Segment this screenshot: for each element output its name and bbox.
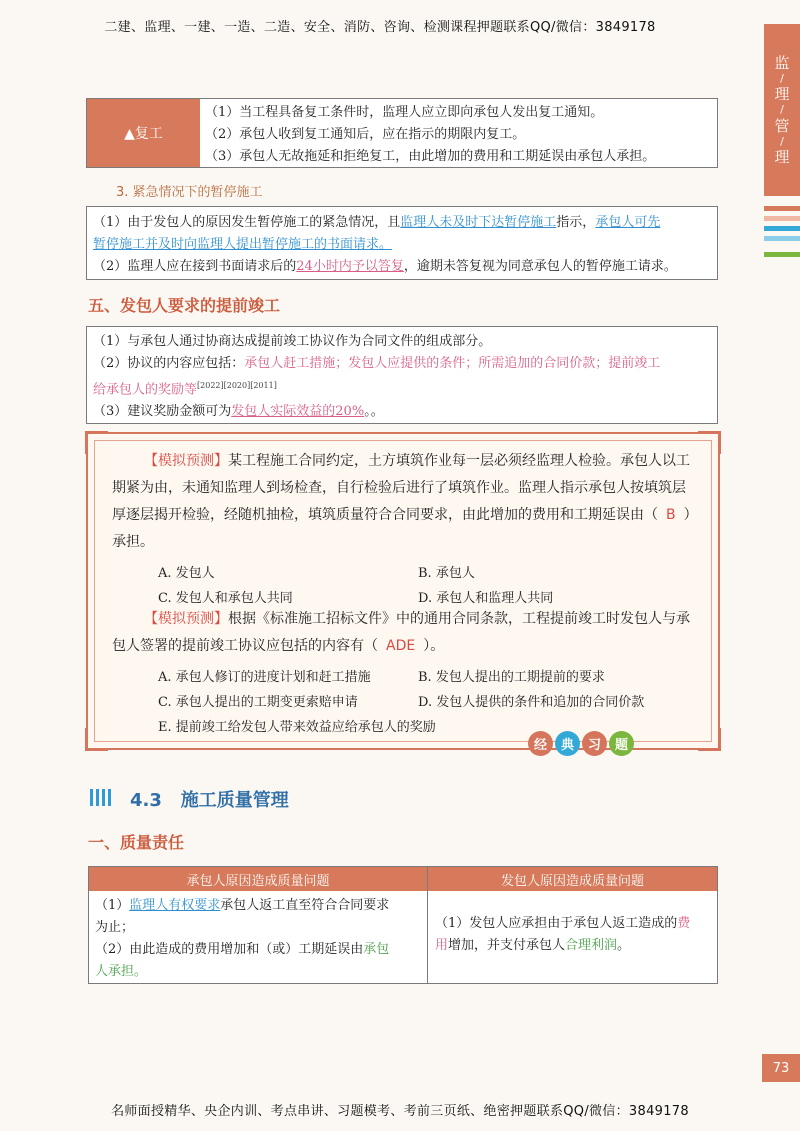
resume-line: （2）承包人收到复工通知后，应在指示的期限内复工。: [205, 127, 526, 142]
q1-line-2: 期紧为由，未通知监理人到场检查，自行检验后进行了填筑作业。监理人指示承包人按填筑层: [112, 480, 686, 496]
side-tab-char: 理: [774, 147, 790, 166]
side-stripe: [764, 226, 800, 231]
early-line-3: [93, 375, 660, 401]
highlight-text: 给承包人的奖励等: [93, 382, 198, 398]
text-span: （2）由此造成的费用增加和（或）工期延误由: [95, 942, 364, 957]
highlight-text: 发包人实际效益的20%: [231, 404, 365, 420]
highlight-text: 监理人未及时下达暂停施工: [400, 215, 557, 230]
side-stripe: [764, 216, 800, 221]
text-span: 增加，并支付承包人: [448, 938, 566, 953]
answer-text: ADE: [386, 638, 416, 654]
text-span: 承包人返工直至符合合同要求: [220, 898, 390, 913]
chapter-side-tab: [764, 24, 800, 196]
exam-year-tag: [2022][2020][2011]: [197, 381, 277, 390]
q1-line-1: [144, 448, 690, 475]
side-stripe: [764, 252, 800, 257]
q2-option: A. 承包人修订的进度计划和赶工措施: [158, 670, 371, 685]
early-line-2: [93, 353, 660, 375]
text-span: 包人签署的提前竣工协议应包括的内容有（: [112, 638, 378, 654]
text-span: ，逾期未答复视为同意承包人的暂停施工请求。: [403, 259, 677, 274]
side-stripe: [764, 206, 800, 211]
table-header: 发包人原因造成质量问题: [428, 867, 717, 891]
text-span: 厚逐层揭开检验，经随机抽检，填筑质量符合合同要求，由此增加的费用和工期延误由（: [112, 507, 658, 523]
resume-box: [86, 98, 718, 168]
cell-line: [435, 935, 690, 957]
q2-option: D. 发包人提供的条件和追加的合同价款: [418, 695, 645, 710]
highlight-text: 监理人有权要求: [129, 898, 221, 913]
section-title-text: 施工质量管理: [180, 790, 289, 811]
text-span: （3）建议奖励金额可为: [93, 404, 232, 420]
resume-line: （3）承包人无故拖延和拒绝复工，由此增加的费用和工期延误由承包人承担。: [205, 149, 656, 164]
question-tag: 【模拟预测】: [144, 453, 228, 469]
exercise-frame: [86, 432, 720, 750]
side-tab-separator: /: [780, 72, 784, 86]
text-span: 根据《标准施工招标文件》中的通用合同条款，工程提前竣工时发包人与承: [228, 611, 690, 627]
table-divider: [427, 867, 428, 983]
page-number: 73: [762, 1054, 800, 1082]
side-tab-separator: /: [780, 134, 784, 148]
page-footer: 名师面授精华、央企内训、考点串讲、习题模考、考前三页纸、绝密押题联系QQ/微信：3849178: [111, 1104, 689, 1119]
classic-exercise-badge: [528, 731, 634, 756]
q2-option: C. 承包人提出的工期变更索赔申请: [158, 695, 358, 710]
q2-line-2: [112, 633, 444, 660]
text-span: （1）由于发包人的原因发生暂停施工的紧急情况，且: [93, 215, 401, 230]
section-bars-icon: [90, 789, 111, 806]
emergency-box: [86, 206, 718, 280]
q1-option: B. 承包人: [418, 566, 475, 581]
early-completion-box: [86, 326, 718, 424]
text-span: 。。: [364, 404, 384, 420]
q1-line-3: [112, 502, 698, 529]
table-header: 承包人原因造成质量问题: [89, 867, 427, 891]
cell-line: 人承担。: [95, 964, 148, 979]
text-span: ）: [683, 507, 698, 523]
q1-option: A. 发包人: [158, 566, 215, 581]
cell-line: 为止；: [95, 920, 135, 935]
frame-corner: [698, 431, 721, 454]
text-span: （1）: [95, 898, 130, 913]
frame-corner: [698, 728, 721, 751]
text-span: 指示，: [556, 215, 596, 230]
q1-option: D. 承包人和监理人共同: [418, 591, 554, 606]
badge-char: 习: [582, 731, 607, 756]
cell-line: [435, 913, 690, 935]
table-cell-right: [435, 913, 690, 957]
text-span: （1）发包人应承担由于承包人返工造成的: [435, 916, 678, 931]
highlight-text: 承包人赶工措施；发包人应提供的条件；所需追加的合同价款；提前竣工: [244, 356, 661, 371]
highlight-text: 用: [435, 938, 449, 953]
q2-option: E. 提前竣工给发包人带来效益应给承包人的奖励: [158, 720, 436, 735]
side-tab-separator: /: [780, 103, 784, 117]
page-header: 二建、监理、一建、一造、二造、安全、消防、咨询、检测课程押题联系QQ/微信：3849178: [104, 20, 656, 35]
side-tab-char: 管: [774, 116, 790, 135]
side-tab-char: 监: [774, 54, 790, 73]
highlight-text: 承包: [363, 942, 390, 957]
q2-line-1: [144, 606, 690, 633]
text-span: 某工程施工合同约定，土方填筑作业每一层必须经监理人检验。承包人以工: [228, 453, 690, 469]
section-title: [130, 786, 289, 812]
early-completion-heading: 五、发包人要求的提前竣工: [88, 296, 281, 315]
resume-line: （1）当工程具备复工条件时，监理人应立即向承包人发出复工通知。: [205, 105, 604, 120]
text-span: 。: [617, 938, 631, 953]
text-span: （2）监理人应在接到书面请求后的: [93, 259, 297, 274]
highlight-text: 费: [677, 916, 691, 931]
resume-label: ▲复工: [87, 99, 200, 167]
q2-option: B. 发包人提出的工期提前的要求: [418, 670, 605, 685]
table-cell-left: [95, 895, 389, 983]
highlight-text: 合理利润: [565, 938, 618, 953]
early-line-4: [93, 401, 660, 423]
question-tag: 【模拟预测】: [144, 611, 228, 627]
side-tab-char: 理: [774, 85, 790, 104]
early-line-1: （1）与承包人通过协商达成提前竣工协议作为合同文件的组成部分。: [93, 334, 492, 349]
q1-line-4: 承担。: [112, 534, 154, 550]
emergency-heading: 3. 紧急情况下的暂停施工: [116, 185, 263, 200]
emergency-line-2: 暂停施工并及时向监理人提出暂停施工的书面请求。: [93, 237, 393, 252]
badge-char: 典: [555, 731, 580, 756]
emergency-line-3: [93, 256, 677, 278]
answer-text: B: [666, 507, 676, 523]
side-stripe: [764, 236, 800, 241]
cell-line: [95, 939, 389, 961]
highlight-text: 承包人可先: [595, 215, 661, 230]
text-span: ）。: [423, 638, 445, 654]
section-number: 4.3: [130, 790, 162, 811]
quality-table: [88, 866, 718, 984]
quality-heading: 一、质量责任: [88, 833, 185, 852]
cell-line: [95, 895, 389, 917]
badge-char: 题: [609, 731, 634, 756]
q1-option: C. 发包人和承包人共同: [158, 591, 293, 606]
highlight-text: 24小时内予以答复: [296, 259, 404, 274]
text-span: （2）协议的内容应包括：: [93, 356, 245, 371]
frame-corner: [85, 431, 108, 454]
emergency-line-1: [93, 212, 677, 234]
frame-corner: [85, 728, 108, 751]
badge-char: 经: [528, 731, 553, 756]
